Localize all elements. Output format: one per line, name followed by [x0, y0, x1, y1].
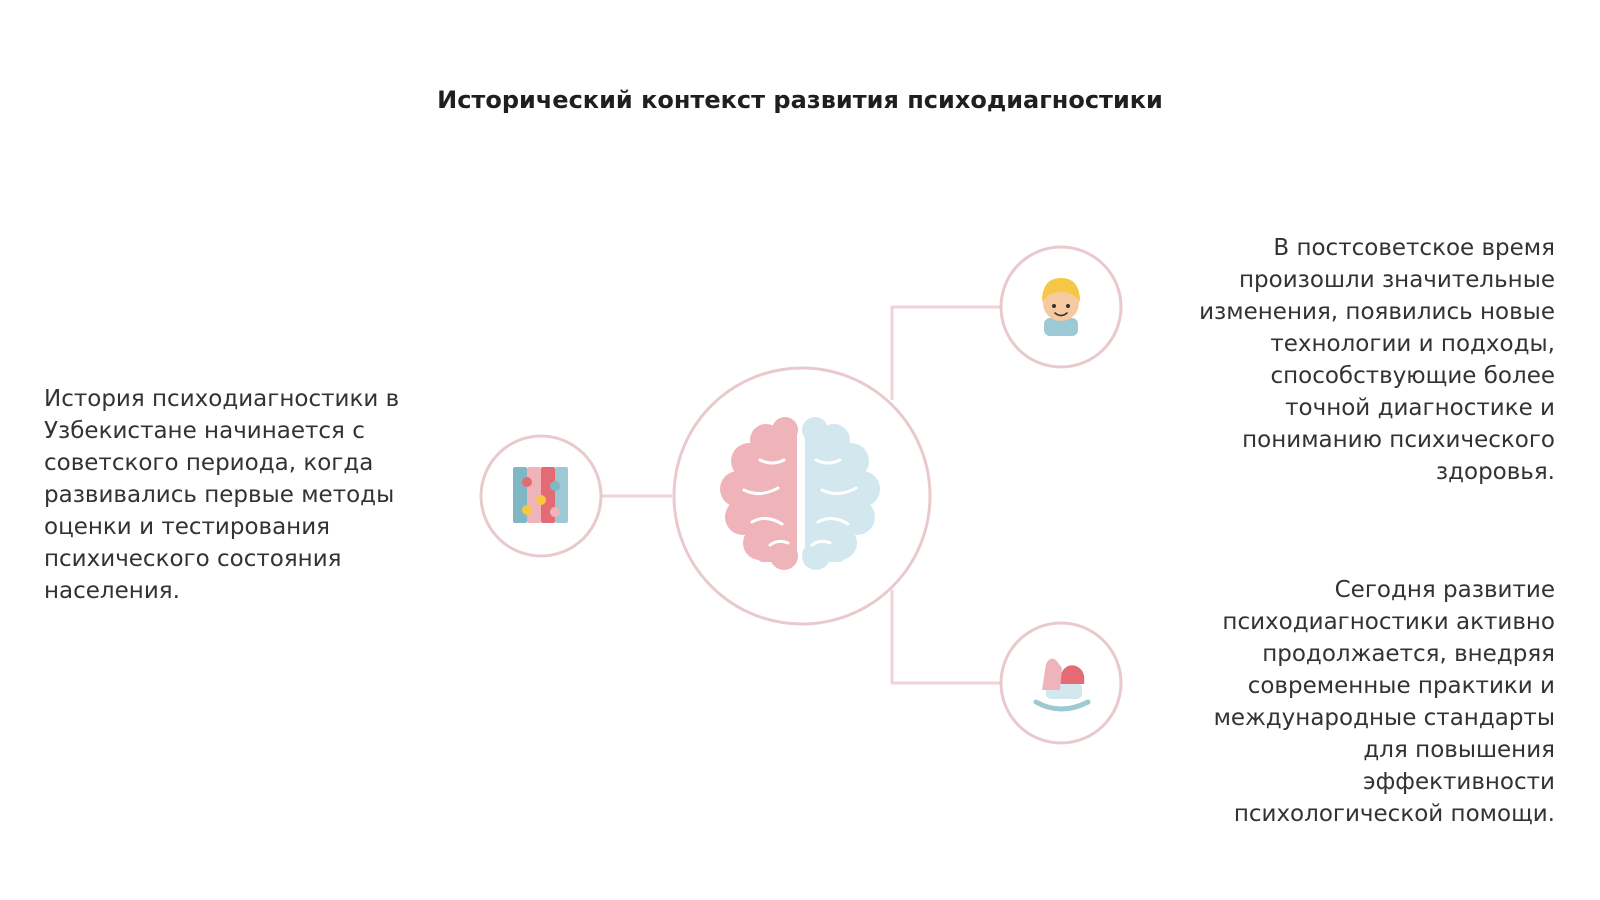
child-face-icon: [1042, 278, 1080, 336]
puzzle-blocks-icon: [513, 467, 568, 523]
top-right-node: [1001, 247, 1121, 367]
connector-bottom-right: [892, 590, 1002, 683]
connector-top-right: [892, 307, 1002, 400]
bottom-right-node: [1001, 623, 1121, 743]
center-ring: [674, 368, 930, 624]
top-right-description: В постсоветское время произошли значительные изменения, появились новые технологии и подходы, способствующие более точной диагностике и пониманию психического здоровья.: [1199, 235, 1555, 485]
left-node: [481, 436, 601, 556]
center-node: [674, 368, 930, 624]
slide-title: Исторический контекст развития психодиагностики: [437, 86, 1163, 114]
left-description: История психодиагностики в Узбекистане начинается с советского периода, когда развивались первые методы оценки и тестирования психического состояния населения.: [44, 386, 400, 604]
bottom-right-description: Сегодня развитие психодиагностики активно продолжается, внедряя современные практики и международные стандарты для повышения эффективности психологической помощи.: [1213, 577, 1555, 827]
